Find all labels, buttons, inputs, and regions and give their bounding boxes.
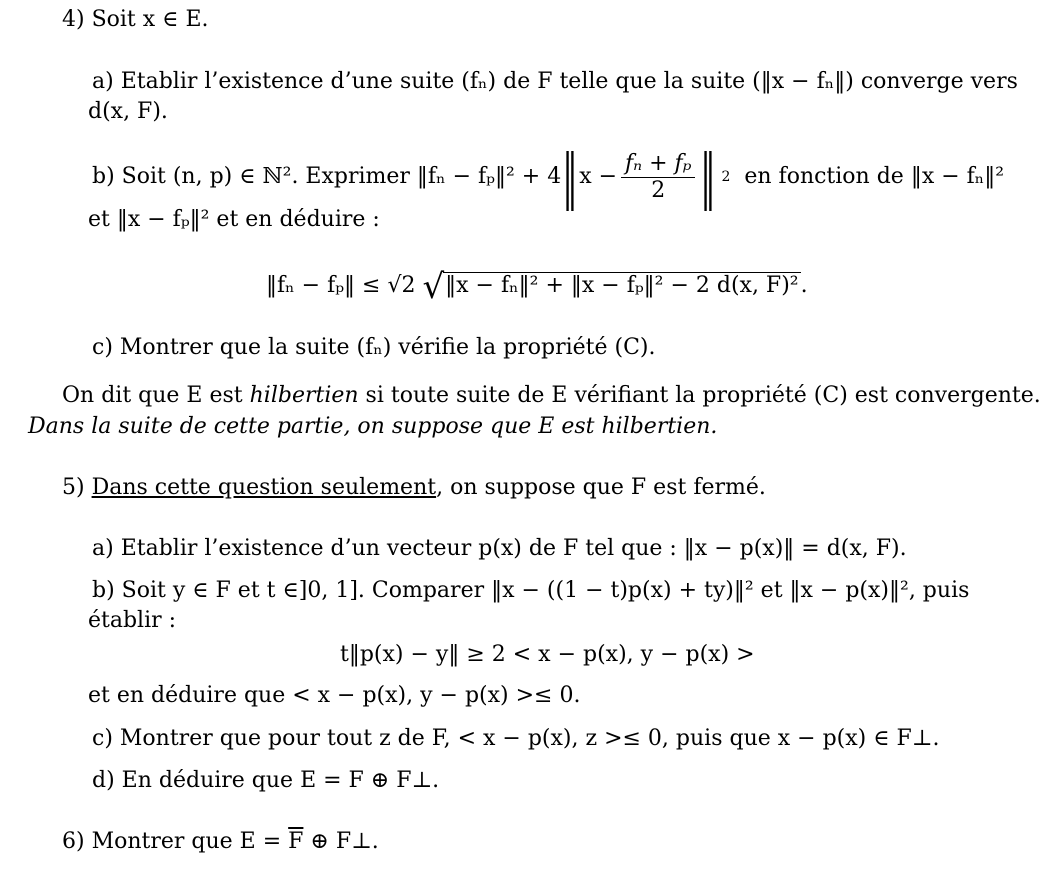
q5-b-line2: établir : xyxy=(88,608,177,633)
q5-d: d) En déduire que E = F ⊕ F⊥. xyxy=(92,768,440,793)
q5-number: 5) xyxy=(62,475,92,500)
q4-b-prefix: b) Soit (n, p) ∈ ℕ². Exprimer ‖fₙ − fₚ‖² + 4 xyxy=(92,164,562,189)
q4-c: c) Montrer que la suite (fₙ) vérifie la propriété (C). xyxy=(92,335,656,360)
q4-b-fraction xyxy=(621,151,695,204)
definition-line2: Dans la suite de cette partie, on suppose que E est hilbertien. xyxy=(28,414,718,439)
q4-b-line1: b) Soit (n, p) ∈ ℕ². Exprimer ‖fₙ − fₚ‖² + 4 ‖ x − $\frac{\text{fₙ + fₚ}}{2}$ ‖ 2 en fonction de ‖x − fₙ‖² xyxy=(92,142,1005,212)
definition-text-a: On dit que E est xyxy=(62,383,250,408)
q5-b-line1: b) Soit y ∈ F et t ∈]0, 1]. Comparer ‖x − ((1 − t)p(x) + ty)‖² et ‖x − p(x)‖², puis xyxy=(92,578,970,603)
q6-prefix: 6) Montrer que E = xyxy=(62,829,289,854)
q5-b-line3: et en déduire que < x − p(x), y − p(x) >≤ 0. xyxy=(88,683,581,708)
q5-underlined: Dans cette question seulement xyxy=(91,475,437,500)
radical-sign: √ xyxy=(422,267,445,307)
q5-b-equation: t‖p(x) − y‖ ≥ 2 < x − p(x), y − p(x) > xyxy=(340,642,755,667)
definition-text-b: si toute suite de E vérifiant la propriété (C) est convergente. xyxy=(358,383,1041,408)
q6 xyxy=(62,828,379,856)
q6-suffix: ⊕ F⊥. xyxy=(303,829,379,854)
q4-b-inner-left: x − xyxy=(579,164,618,189)
q5-a: a) Etablir l’existence d’un vecteur p(x) de F tel que : ‖x − p(x)‖ = d(x, F). xyxy=(92,536,907,561)
q4-b-frac-numerator: fₙ + fₚ xyxy=(621,151,695,178)
q4-b-frac-denominator: 2 xyxy=(651,177,666,203)
double-norm-open: ‖ xyxy=(562,142,578,212)
q4-a-line1: a) Etablir l’existence d’une suite (fₙ) de F telle que la suite (‖x − fₙ‖) converge vers xyxy=(92,69,1018,94)
q5-heading-rest: , on suppose que F est fermé. xyxy=(436,475,766,500)
q4-b-equation xyxy=(266,267,808,307)
q4-heading: 4) Soit x ∈ E. xyxy=(62,7,209,32)
q4-b-eq-end: . xyxy=(800,273,808,298)
q5-heading xyxy=(62,474,766,502)
q4-b-eq-left: ‖fₙ − fₚ‖ ≤ √2 xyxy=(266,273,416,298)
q5-c: c) Montrer que pour tout z de F, < x − p(x), z >≤ 0, puis que x − p(x) ∈ F⊥. xyxy=(92,726,940,751)
definition-line1 xyxy=(62,382,1041,410)
q4-b-eq-root: ‖x − fₙ‖² + ‖x − fₚ‖² − 2 d(x, F)² xyxy=(445,273,799,298)
q6-closure: $\overline{F}$ xyxy=(288,829,304,854)
q4-a-line2: d(x, F). xyxy=(88,99,168,124)
q4-b-line2: et ‖x − fₚ‖² et en déduire : xyxy=(88,207,380,232)
definition-term: hilbertien xyxy=(249,383,359,408)
double-norm-close: ‖ xyxy=(700,142,716,212)
q4-b-suffix: en fonction de ‖x − fₙ‖² xyxy=(744,164,1005,189)
